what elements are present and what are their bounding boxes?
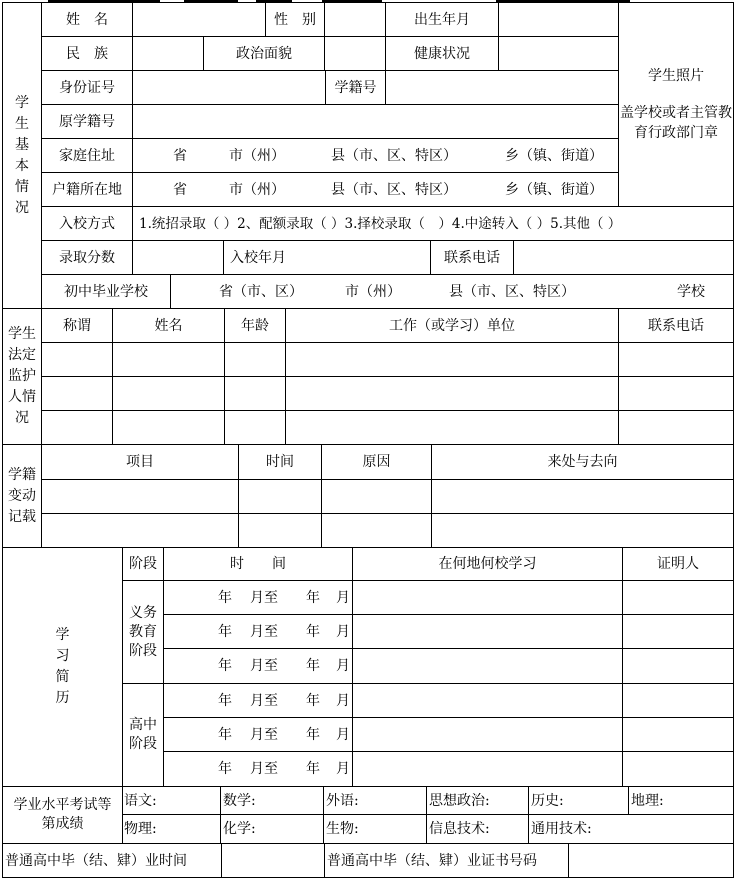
label-student-no: 学籍号 <box>325 70 386 105</box>
addr-township: 乡（镇、街道） <box>505 147 603 164</box>
school-province: 省（市、区） <box>219 283 303 300</box>
changes-cell[interactable] <box>238 513 322 548</box>
history-time[interactable]: 年 月至 年 月 <box>163 717 353 752</box>
guardian-cell[interactable] <box>112 342 225 377</box>
history-header-time: 时 间 <box>163 547 353 581</box>
field-health[interactable] <box>498 36 619 71</box>
history-header-witness: 证明人 <box>622 547 734 581</box>
addr-county: 县（市、区、特区） <box>331 147 457 164</box>
photo-box[interactable] <box>618 2 734 207</box>
addr-province: 省 <box>173 147 187 164</box>
history-school[interactable] <box>352 751 623 787</box>
addr-township: 乡（镇、街道） <box>505 181 603 198</box>
changes-cell[interactable] <box>41 513 239 548</box>
changes-header-reason: 原因 <box>321 444 432 480</box>
section-history-label: 学习简历 <box>2 547 123 787</box>
changes-cell[interactable] <box>321 479 432 514</box>
exam-foreign-language[interactable]: 外语: <box>323 786 427 815</box>
exam-it[interactable]: 信息技术: <box>426 814 529 844</box>
changes-cell[interactable] <box>238 479 322 514</box>
school-suffix: 学校 <box>677 283 705 300</box>
guardian-cell[interactable] <box>618 376 734 411</box>
guardian-header-title: 称谓 <box>41 308 113 343</box>
changes-cell[interactable] <box>431 513 734 548</box>
stage-high-school: 高中阶段 <box>122 683 164 787</box>
label-graduation-time: 普通高中毕（结、肄）业时间 <box>2 843 222 878</box>
field-id-number[interactable] <box>132 70 326 105</box>
guardian-cell[interactable] <box>224 410 286 445</box>
exam-geography[interactable]: 地理: <box>628 786 734 815</box>
changes-header-time: 时间 <box>238 444 322 480</box>
label-gender: 性 别 <box>265 2 325 37</box>
field-name[interactable] <box>132 2 266 37</box>
addr-province: 省 <box>173 181 187 198</box>
exam-chemistry[interactable]: 化学: <box>220 814 324 844</box>
changes-header-item: 项目 <box>41 444 239 480</box>
guardian-cell[interactable] <box>224 342 286 377</box>
section-guardian-label: 学生法定监护人情况 <box>2 308 42 445</box>
photo-title: 学生照片 <box>648 67 704 84</box>
field-contact-phone[interactable] <box>513 240 734 275</box>
field-ethnicity[interactable] <box>132 36 204 71</box>
guardian-cell[interactable] <box>618 410 734 445</box>
section-exam-label: 学业水平考试等第成绩 <box>2 786 123 844</box>
history-school[interactable] <box>352 717 623 752</box>
school-city: 市（州） <box>345 283 401 300</box>
guardian-cell[interactable] <box>112 410 225 445</box>
field-orig-no[interactable] <box>132 104 619 139</box>
history-witness[interactable] <box>622 717 734 752</box>
history-header-school: 在何地何校学习 <box>352 547 623 581</box>
label-ethnicity: 民 族 <box>41 36 133 71</box>
field-gender[interactable] <box>324 2 386 37</box>
guardian-cell[interactable] <box>285 342 619 377</box>
label-entry-date: 入校年月 <box>223 240 431 275</box>
label-health: 健康状况 <box>385 36 499 71</box>
label-middle-school: 初中毕业学校 <box>41 274 171 309</box>
guardian-cell[interactable] <box>112 376 225 411</box>
field-middle-school[interactable] <box>170 274 734 309</box>
history-witness[interactable] <box>622 614 734 649</box>
label-political: 政治面貌 <box>203 36 325 71</box>
section-basic-label: 学生基本情况 <box>2 2 42 309</box>
history-school[interactable] <box>352 580 623 615</box>
field-hukou-address[interactable] <box>132 172 619 207</box>
exam-chinese[interactable]: 语文: <box>122 786 221 815</box>
school-county: 县（市、区、特区） <box>449 283 575 300</box>
history-witness[interactable] <box>622 648 734 684</box>
field-admission-options[interactable]: 1.统招录取（ ）2、配额录取（ ）3.择校录取（ ）4.中途转入（ ）5.其他（ ） <box>132 206 734 241</box>
guardian-cell[interactable] <box>41 342 113 377</box>
guardian-cell[interactable] <box>41 376 113 411</box>
label-hukou-address: 户籍所在地 <box>41 172 133 207</box>
label-contact-phone: 联系电话 <box>430 240 514 275</box>
label-birth: 出生年月 <box>385 2 499 37</box>
exam-biology[interactable]: 生物: <box>323 814 427 844</box>
field-birth[interactable] <box>498 2 619 37</box>
history-school[interactable] <box>352 614 623 649</box>
section-changes-label: 学籍变动记载 <box>2 444 42 548</box>
addr-city: 市（州） <box>229 147 285 164</box>
history-time[interactable]: 年 月至 年 月 <box>163 580 353 615</box>
history-witness[interactable] <box>622 683 734 718</box>
label-certificate-number: 普通高中毕（结、肄）业证书号码 <box>324 843 569 878</box>
guardian-cell[interactable] <box>618 342 734 377</box>
label-score: 录取分数 <box>41 240 133 275</box>
label-orig-no: 原学籍号 <box>41 104 133 139</box>
changes-cell[interactable] <box>321 513 432 548</box>
label-home-address: 家庭住址 <box>41 138 133 173</box>
history-time[interactable]: 年 月至 年 月 <box>163 648 353 684</box>
field-certificate-number[interactable] <box>568 843 734 878</box>
field-score[interactable] <box>132 240 224 275</box>
guardian-header-workplace: 工作（或学习）单位 <box>285 308 619 343</box>
history-school[interactable] <box>352 683 623 718</box>
history-witness[interactable] <box>622 580 734 615</box>
addr-city: 市（州） <box>229 181 285 198</box>
exam-math[interactable]: 数学: <box>220 786 324 815</box>
exam-history[interactable]: 历史: <box>528 786 629 815</box>
label-admission-method: 入校方式 <box>41 206 133 241</box>
changes-header-destination: 来处与去向 <box>431 444 734 480</box>
field-home-address[interactable] <box>132 138 619 173</box>
guardian-header-phone: 联系电话 <box>618 308 734 343</box>
history-time[interactable]: 年 月至 年 月 <box>163 683 353 718</box>
history-header-stage: 阶段 <box>122 547 164 581</box>
guardian-header-age: 年龄 <box>224 308 286 343</box>
changes-cell[interactable] <box>41 479 239 514</box>
photo-note: 盖学校或者主管教育行政部门章 <box>620 104 732 141</box>
exam-physics[interactable]: 物理: <box>122 814 221 844</box>
guardian-cell[interactable] <box>224 376 286 411</box>
history-time[interactable]: 年 月至 年 月 <box>163 614 353 649</box>
label-id-number: 身份证号 <box>41 70 133 105</box>
exam-politics[interactable]: 思想政治: <box>426 786 529 815</box>
stage-compulsory: 义务教育阶段 <box>122 580 164 684</box>
field-political[interactable] <box>324 36 386 71</box>
guardian-cell[interactable] <box>41 410 113 445</box>
addr-county: 县（市、区、特区） <box>331 181 457 198</box>
guardian-cell[interactable] <box>285 410 619 445</box>
history-witness[interactable] <box>622 751 734 787</box>
guardian-cell[interactable] <box>285 376 619 411</box>
guardian-header-name: 姓名 <box>112 308 225 343</box>
changes-cell[interactable] <box>431 479 734 514</box>
field-student-no[interactable] <box>385 70 619 105</box>
exam-general-tech[interactable]: 通用技术: <box>528 814 734 844</box>
history-time[interactable]: 年 月至 年 月 <box>163 751 353 787</box>
field-graduation-time[interactable] <box>221 843 325 878</box>
label-name: 姓 名 <box>41 2 133 37</box>
history-school[interactable] <box>352 648 623 684</box>
